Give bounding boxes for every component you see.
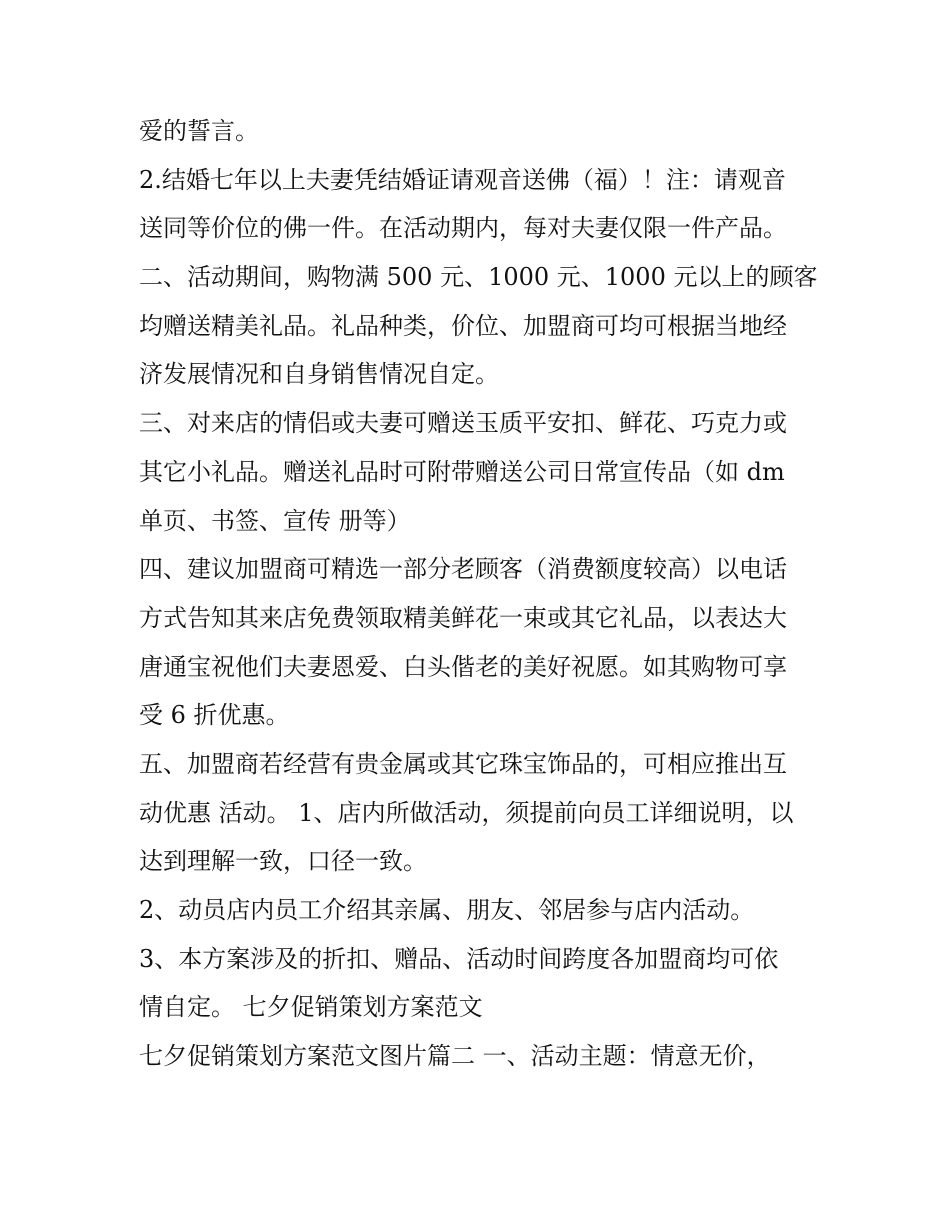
text-line: 受 6 折优惠。 [139, 701, 290, 730]
text-line: 济发展情况和自身销售情况自定。 [139, 360, 499, 389]
text-line: 七夕促销策划方案范文图片篇二 一、活动主题：情意无价， [139, 1042, 771, 1071]
text-line: 2、动员店内员工介绍其亲属、朋友、邻居参与店内活动。 [139, 896, 755, 924]
document-body [139, 107, 819, 1081]
text-line: 四、建议加盟商可精选一部分老顾客（消费额度较高）以电话 [139, 555, 787, 584]
text-line: 单页、书签、宣传 册等） [139, 506, 411, 535]
text-line: 其它小礼品。赠送礼品时可附带赠送公司日常宣传品（如 dm [139, 457, 785, 486]
text-line: 送同等价位的佛一件。在活动期内，每对夫妻仅限一件产品。 [139, 214, 787, 243]
text-line: 动优惠 活动。 1、店内所做活动，须提前向员工详细说明，以 [139, 798, 794, 827]
text-line: 达到理解一致，口径一致。 [139, 847, 427, 876]
text-line: 均赠送精美礼品。礼品种类，价位、加盟商可均可根据当地经 [139, 311, 787, 340]
text-line: 五、加盟商若经营有贵金属或其它珠宝饰品的，可相应推出互 [139, 749, 787, 778]
text-line: 情自定。 七夕促销策划方案范文 [139, 993, 483, 1022]
text-line: 三、对来店的情侣或夫妻可赠送玉质平安扣、鲜花、巧克力或 [139, 409, 787, 438]
text-line: 2.结婚七年以上夫妻凭结婚证请观音送佛（福）！注：请观音 [139, 165, 786, 194]
text-line: 方式告知其来店免费领取精美鲜花一束或其它礼品，以表达大 [139, 603, 787, 632]
text-line: 二、活动期间，购物满 500 元、1000 元、1000 元以上的顾客 [139, 263, 818, 292]
text-line: 3、本方案涉及的折扣、赠品、活动时间跨度各加盟商均可依 [139, 944, 779, 973]
text-line: 爱的誓言。 [139, 117, 259, 145]
text-line: 唐通宝祝他们夫妻恩爱、白头偕老的美好祝愿。如其购物可享 [139, 652, 787, 681]
